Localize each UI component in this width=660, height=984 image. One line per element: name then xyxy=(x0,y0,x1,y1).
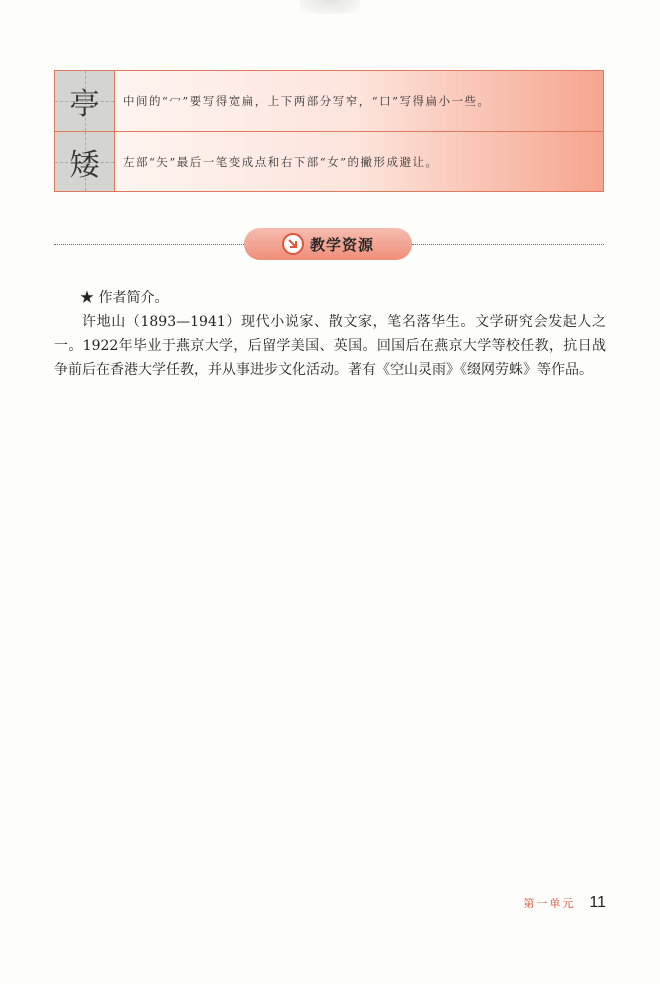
character-writing-table xyxy=(54,70,604,192)
section-title: 教学资源 xyxy=(309,235,374,254)
author-intro-paragraph: 许地山（1893—1941）现代小说家、散文家，笔名落华生。文学研究会发起人之一。1922年毕业于燕京大学，后留学美国、英国。回国后在燕京大学等校任教，抗日战争前后在香港大学任教，并从事进步文化活动。著有《空山灵雨》《缀网劳蛛》等作品。 xyxy=(54,314,606,378)
page-footer xyxy=(523,894,606,912)
character-writing-note: 左部“矢”最后一笔变成点和右下部“女”的撇形成避让。 xyxy=(123,154,439,169)
content-heading: ★ 作者简介。 xyxy=(80,290,169,306)
character-glyph: 亭 xyxy=(69,87,100,122)
divider xyxy=(412,244,604,245)
character-row xyxy=(55,131,603,191)
unit-label: 第一单元 xyxy=(523,897,576,910)
page-edge-shadow xyxy=(300,0,360,14)
page-number: 11 xyxy=(589,894,606,911)
main-content xyxy=(54,286,606,382)
section-header xyxy=(54,228,604,262)
arrow-down-right-icon xyxy=(282,233,304,255)
section-title-badge xyxy=(244,228,412,260)
character-glyph: 矮 xyxy=(69,147,100,183)
divider xyxy=(54,244,246,245)
character-grid-cell xyxy=(55,71,115,131)
character-grid-cell xyxy=(55,132,115,191)
character-row xyxy=(55,71,603,131)
character-writing-note: 中间的“冖”要写得宽扁，上下两部分写窄，“口”写得扁小一些。 xyxy=(123,94,491,108)
